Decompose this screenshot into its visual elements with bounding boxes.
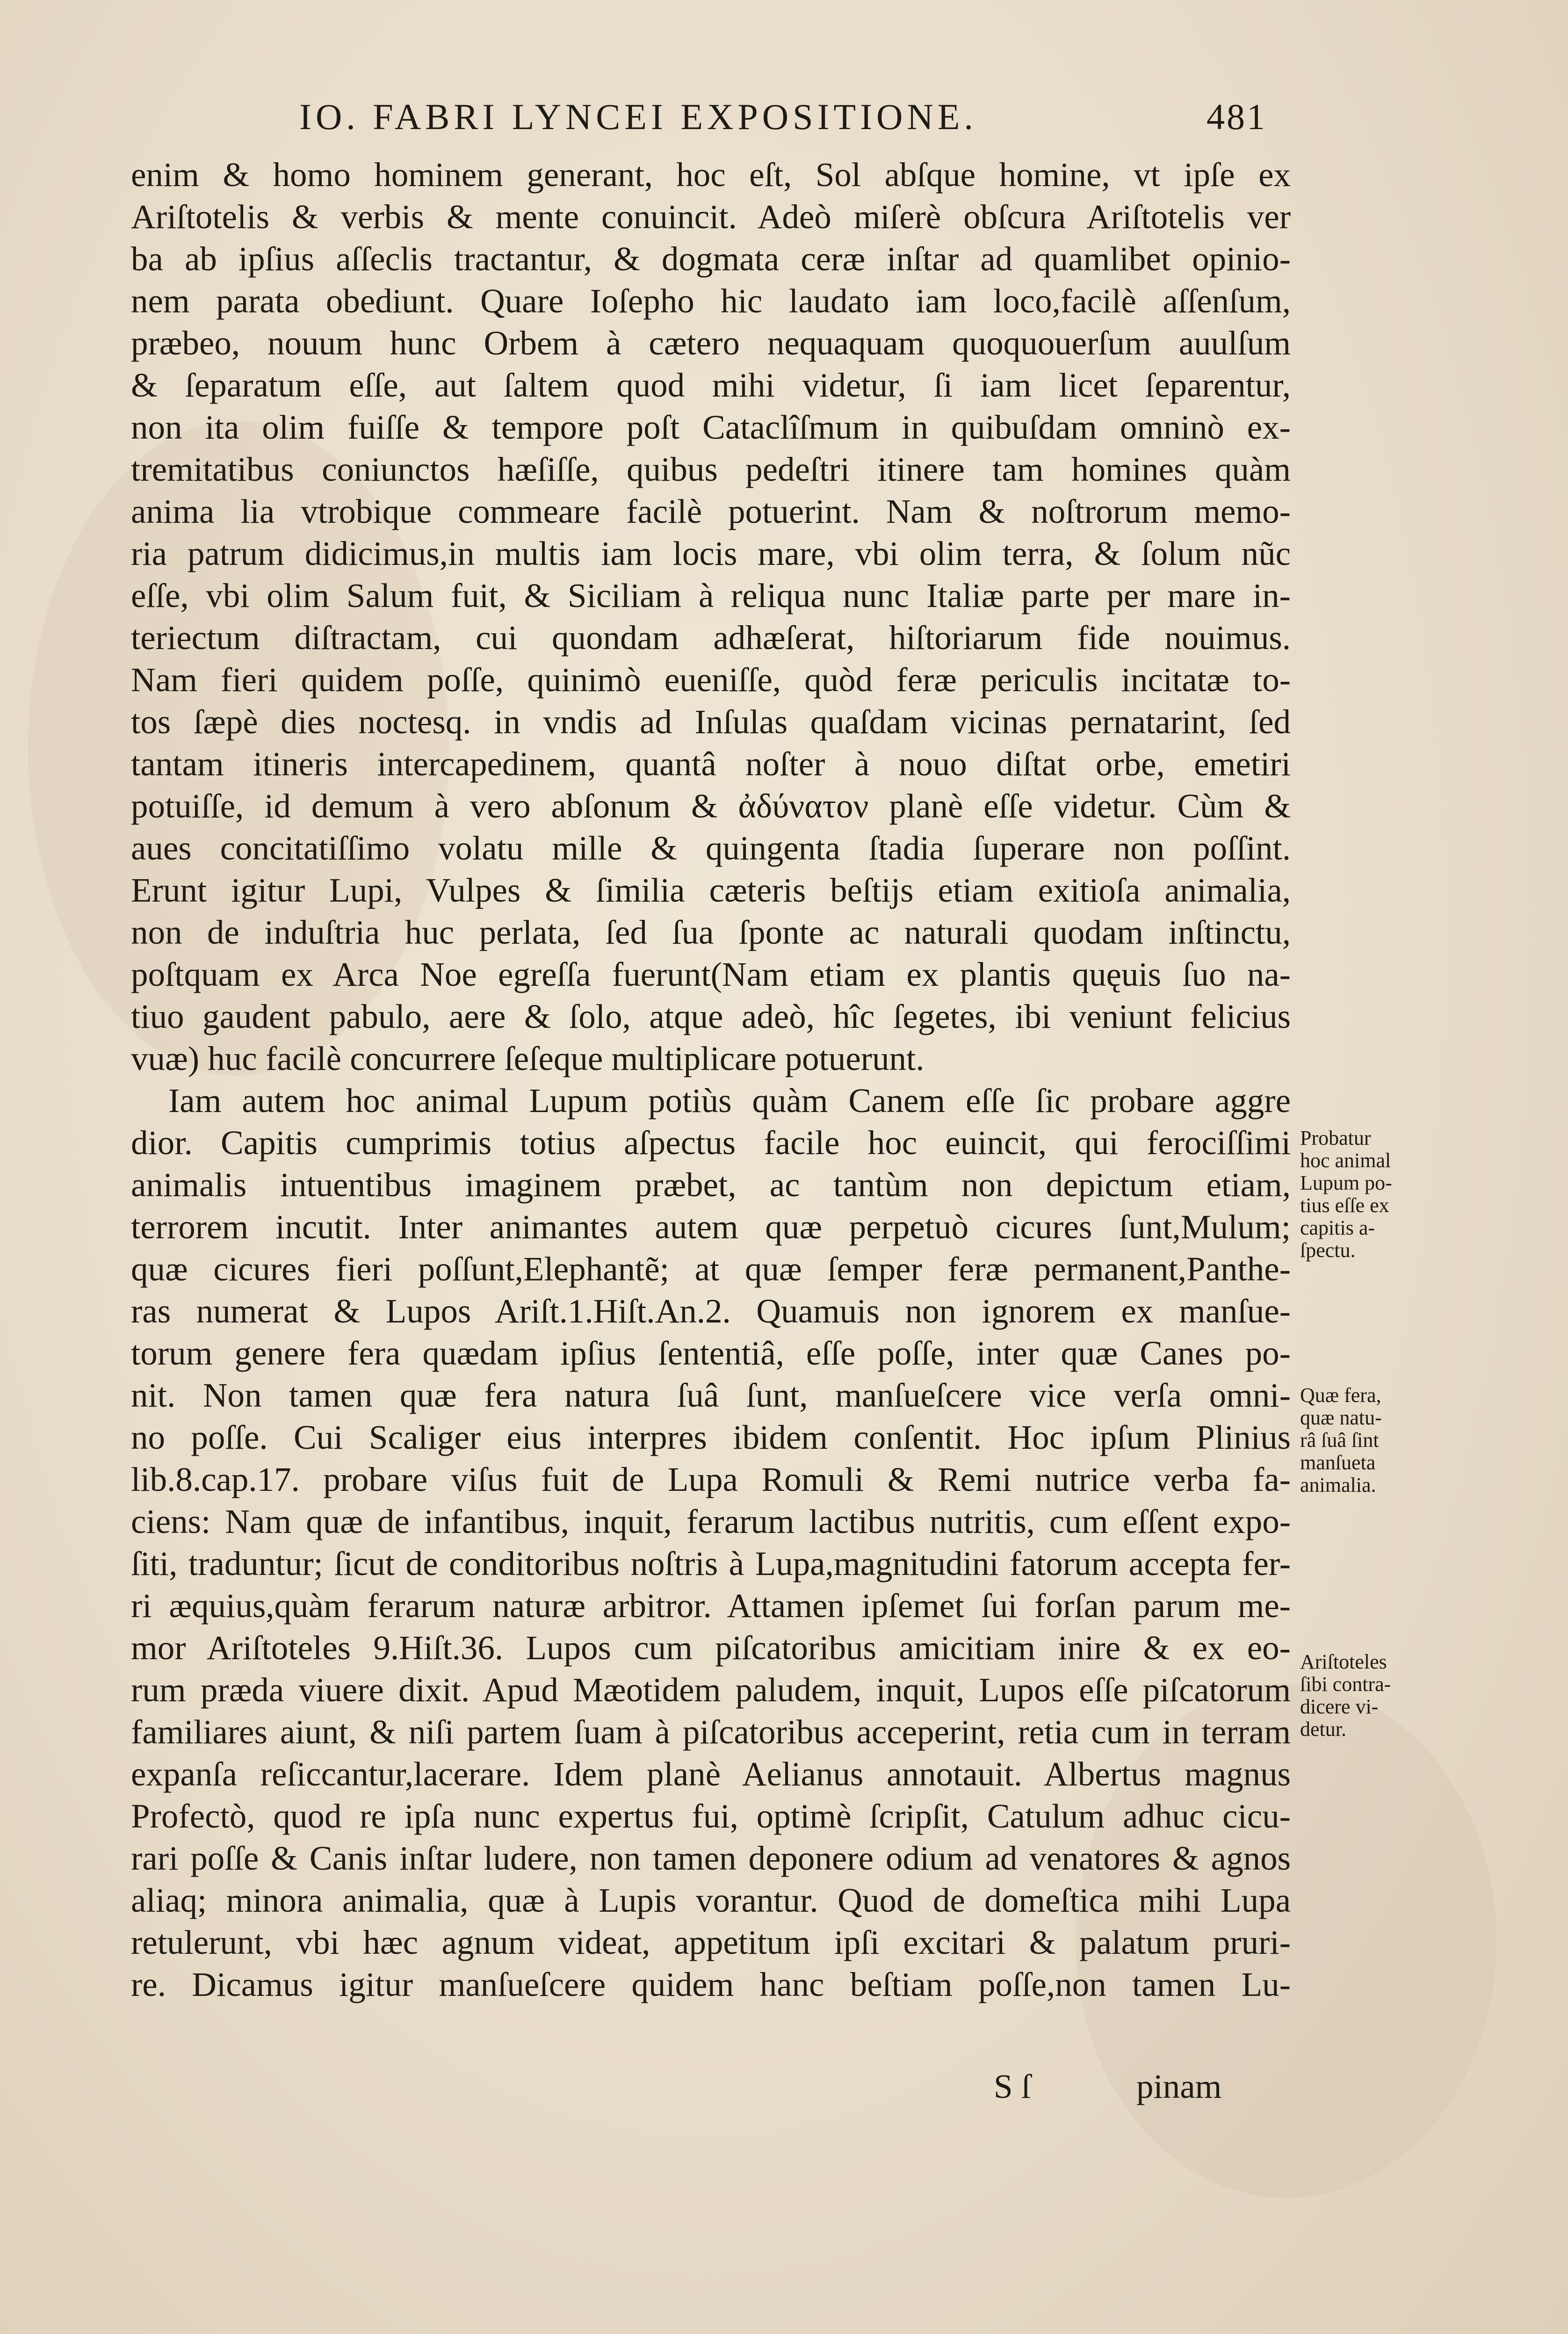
text-line: rari poſſe & Canis inſtar ludere, non tamen deponere odium ad venatores & agnos <box>131 1839 1291 1877</box>
text-line: tantam itineris intercapedinem, quantâ noſter à nouo diſtat orbe, emetiri <box>131 745 1291 783</box>
note-line: detur. <box>1300 1718 1346 1741</box>
text-line: tiuo gaudent pabulo, aere & ſolo, atque adeò, hîc ſegetes, ibi veniunt felicius <box>131 997 1291 1035</box>
text-line: non ita olim fuiſſe & tempore poſt Cataclîſmum in quibuſdam omninò ex- <box>131 408 1291 446</box>
catchword: pinam <box>1136 2067 1222 2105</box>
note-line: Ariſtoteles <box>1300 1650 1387 1673</box>
text-line: anima lia vtrobique commeare facilè potuerint. Nam & noſtrorum memo- <box>131 492 1291 530</box>
note-line: Lupum po- <box>1300 1171 1392 1194</box>
text-line: quæ cicures fieri poſſunt,Elephantẽ; at quæ ſemper feræ permanent,Panthe- <box>131 1250 1291 1288</box>
text-line: aues concitatiſſimo volatu mille & quingenta ſtadia ſuperare non poſſint. <box>131 829 1291 867</box>
text-line: torum genere fera quædam ipſius ſententiâ, eſſe poſſe, inter quæ Canes po- <box>131 1334 1291 1372</box>
running-title: IO. FABRI LYNCEI EXPOSITIONE. <box>299 96 977 137</box>
text-line: lib.8.cap.17. probare viſus fuit de Lupa Romuli & Remi nutrice verba fa- <box>131 1460 1291 1498</box>
text-line: Erunt igitur Lupi, Vulpes & ſimilia cæteris beſtijs etiam exitioſa animalia, <box>131 871 1291 909</box>
text-line: ciens: Nam quæ de infantibus, inquit, ferarum lactibus nutritis, cum eſſent expo- <box>131 1503 1291 1540</box>
text-line: ria patrum didicimus,in multis iam locis mare, vbi olim terra, & ſolum nũc <box>131 535 1291 572</box>
text-line: vuæ) huc facilè concurrere ſeſeque multiplicare potuerunt. <box>131 1040 925 1077</box>
text-line: Iam autem hoc animal Lupum potiùs quàm Canem eſſe ſic probare aggre <box>168 1082 1291 1120</box>
text-line: ri æquius,quàm ferarum naturæ arbitror. Attamen ipſemet ſui forſan parum me- <box>131 1587 1291 1625</box>
page-number: 481 <box>1207 96 1267 137</box>
signature-mark: S ſ <box>994 2067 1031 2105</box>
text-line: expanſa reſiccantur,lacerare. Idem planè Aelianus annotauit. Albertus magnus <box>131 1755 1291 1793</box>
text-line: dior. Capitis cumprimis totius aſpectus facile hoc euincit, qui ferociſſimi <box>131 1124 1291 1162</box>
marginal-note-quae-fera <box>1300 1384 1450 1496</box>
note-line: manſueta <box>1300 1451 1376 1474</box>
text-line: rum præda viuere dixit. Apud Mæotidem paludem, inquit, Lupos eſſe piſcatorum <box>131 1671 1291 1709</box>
text-line: Profectò, quod re ipſa nunc expertus fui, optimè ſcripſit, Catulum adhuc cicu- <box>131 1797 1291 1835</box>
marginal-note-probatur <box>1300 1127 1450 1262</box>
text-line: teriectum diſtractam, cui quondam adhæſerat, hiſtoriarum fide nouimus. <box>131 619 1291 657</box>
text-line: tos ſæpè dies noctesq. in vndis ad Inſulas quaſdam vicinas pernatarint, ſed <box>131 703 1291 741</box>
note-line: animalia. <box>1300 1474 1376 1496</box>
text-line: ſiti, traduntur; ſicut de conditoribus noſtris à Lupa,magnitudini fatorum accepta fer- <box>131 1545 1291 1582</box>
note-line: hoc animal <box>1300 1149 1391 1172</box>
note-line: Probatur <box>1300 1127 1371 1149</box>
text-line: Nam fieri quidem poſſe, quinimò eueniſſe, quòd feræ periculis incitatæ to- <box>131 661 1291 699</box>
text-line: non de induſtria huc perlata, ſed ſua ſponte ac naturali quodam inſtinctu, <box>131 913 1291 951</box>
text-line: potuiſſe, id demum à vero abſonum & ἀδύνατον planè eſſe videtur. Cùm & <box>131 787 1291 825</box>
text-line: aliaq; minora animalia, quæ à Lupis vorantur. Quod de domeſtica mihi Lupa <box>131 1881 1291 1919</box>
note-line: Quæ fera, <box>1300 1384 1381 1407</box>
text-line: terrorem incutit. Inter animantes autem quæ perpetuò cicures ſunt,Mulum; <box>131 1208 1291 1246</box>
page-footer <box>0 2067 1568 2114</box>
note-line: dicere vi- <box>1300 1695 1379 1718</box>
text-line: ras numerat & Lupos Ariſt.1.Hiſt.An.2. Quamuis non ignorem ex manſue- <box>131 1292 1291 1330</box>
note-line: tius eſſe ex <box>1300 1194 1389 1217</box>
note-line: râ ſuâ ſint <box>1300 1429 1379 1452</box>
text-line: familiares aiunt, & niſi partem ſuam à piſcatoribus acceperint, retia cum in terram <box>131 1713 1291 1751</box>
text-line: mor Ariſtoteles 9.Hiſt.36. Lupos cum piſcatoribus amicitiam inire & ex eo- <box>131 1629 1291 1667</box>
text-line: nit. Non tamen quæ fera natura ſuâ ſunt, manſueſcere vice verſa omni- <box>131 1376 1291 1414</box>
text-line: animalis intuentibus imaginem præbet, ac tantùm non depictum etiam, <box>131 1166 1291 1204</box>
text-line: no poſſe. Cui Scaliger eius interpres ibidem conſentit. Hoc ipſum Plinius <box>131 1418 1291 1456</box>
marginal-note-aristoteles <box>1300 1651 1450 1741</box>
text-line: tremitatibus coniunctos hæſiſſe, quibus pedeſtri itinere tam homines quàm <box>131 450 1291 488</box>
text-line: Ariſtotelis & verbis & mente conuincit. Adeò miſerè obſcura Ariſtotelis ver <box>131 198 1291 236</box>
note-line: ſibi contra- <box>1300 1673 1391 1696</box>
text-line: præbeo, nouum hunc Orbem à cætero nequaquam quoquouerſum auulſum <box>131 324 1291 362</box>
note-line: quæ natu- <box>1300 1406 1382 1429</box>
note-line: ſpectu. <box>1300 1239 1356 1262</box>
text-line: eſſe, vbi olim Salum fuit, & Siciliam à reliqua nunc Italiæ parte per mare in- <box>131 577 1291 614</box>
text-line: re. Dicamus igitur manſueſcere quidem hanc beſtiam poſſe,non tamen Lu- <box>131 1965 1291 2003</box>
text-line: retulerunt, vbi hæc agnum videat, appetitum ipſi excitari & palatum pruri- <box>131 1923 1291 1961</box>
text-line: ba ab ipſius aſſeclis tractantur, & dogmata ceræ inſtar ad quamlibet opinio- <box>131 240 1291 278</box>
text-line: poſtquam ex Arca Noe egreſſa fuerunt(Nam etiam ex plantis quęuis ſuo na- <box>131 955 1291 993</box>
note-line: capitis a- <box>1300 1216 1375 1239</box>
text-line: nem parata obediunt. Quare Ioſepho hic laudato iam loco,facilè aſſenſum, <box>131 282 1291 320</box>
text-line: enim & homo hominem generant, hoc eſt, Sol abſque homine, vt ipſe ex <box>131 156 1291 194</box>
text-line: & ſeparatum eſſe, aut ſaltem quod mihi videtur, ſi iam licet ſeparentur, <box>131 366 1291 404</box>
